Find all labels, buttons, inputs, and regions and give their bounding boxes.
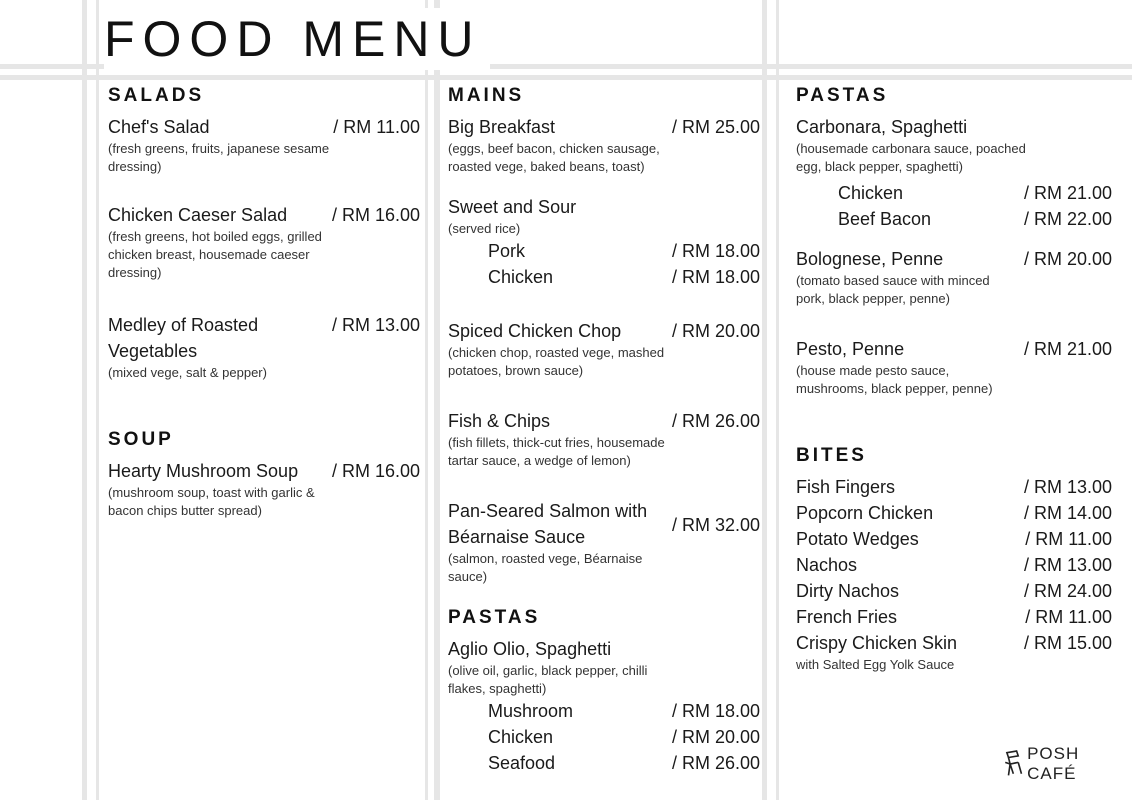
item-name: Spiced Chicken Chop <box>448 321 622 341</box>
menu-item <box>448 318 760 380</box>
option-row <box>448 264 760 290</box>
item-price: / RM 26.00 <box>671 411 760 431</box>
item-price: / RM 15.00 <box>1023 633 1112 653</box>
decor-stripe <box>82 0 87 800</box>
menu-item <box>796 246 1112 308</box>
section-title-bites: BITES <box>796 445 867 466</box>
item-desc: (served rice) <box>448 221 521 236</box>
item-name: Crispy Chicken Skin <box>796 633 958 653</box>
option-name: Chicken <box>488 267 554 287</box>
menu-item <box>448 498 760 586</box>
menu-item <box>108 114 420 176</box>
item-name: Dirty Nachos <box>796 581 900 601</box>
item-price: / RM 32.00 <box>671 515 760 535</box>
item-name: Pesto, Penne <box>796 339 905 359</box>
menu-item <box>448 114 760 176</box>
item-desc: (eggs, beef bacon, chicken sausage, roasted vege, baked beans, toast) <box>448 141 660 174</box>
column-right <box>796 84 1112 674</box>
item-desc: (chicken chop, roasted vege, mashed potatoes, brown sauce) <box>448 345 665 378</box>
decor-stripe <box>0 75 1132 80</box>
menu-item <box>796 500 1112 526</box>
item-price: / RM 14.00 <box>1023 503 1112 523</box>
section-title-pastas: PASTAS <box>796 85 889 106</box>
item-name: Fish Fingers <box>796 477 896 497</box>
item-desc: (olive oil, garlic, black pepper, chilli flakes, spaghetti) <box>448 663 648 696</box>
menu-item <box>796 630 1112 656</box>
menu-item <box>796 336 1112 398</box>
item-price: / RM 20.00 <box>671 321 760 341</box>
item-price: / RM 25.00 <box>671 117 760 137</box>
option-row <box>448 750 760 776</box>
logo-text: POSH CAFÉ <box>1027 744 1080 783</box>
decor-stripe <box>434 0 440 800</box>
item-desc: (house made pesto sauce, mushrooms, black pepper, penne) <box>796 363 993 396</box>
menu-item <box>448 636 760 776</box>
item-desc: (housemade carbonara sauce, poached egg, black pepper, spaghetti) <box>796 141 1026 174</box>
menu-item <box>796 552 1112 578</box>
item-price: / RM 11.00 <box>1025 529 1112 549</box>
item-name: Big Breakfast <box>448 117 556 137</box>
decor-stripe <box>425 0 428 800</box>
option-row <box>448 724 760 750</box>
option-price: / RM 18.00 <box>671 701 760 721</box>
menu-title: FOOD MENU <box>104 8 490 70</box>
item-price: / RM 13.00 <box>1023 555 1112 575</box>
option-row <box>796 206 1112 232</box>
option-name: Pork <box>488 241 526 261</box>
decor-stripe <box>762 0 767 800</box>
item-name: Sweet and Sour <box>448 197 577 217</box>
menu-item <box>796 474 1112 500</box>
item-price: / RM 24.00 <box>1023 581 1112 601</box>
option-name: Mushroom <box>488 701 574 721</box>
menu-item <box>108 202 420 282</box>
item-name: Chicken Caeser Salad <box>108 205 288 225</box>
option-row <box>448 698 760 724</box>
item-name: Carbonara, Spaghetti <box>796 117 968 137</box>
menu-item <box>448 194 760 290</box>
section-title-pastas: PASTAS <box>448 607 541 628</box>
column-left <box>108 84 420 520</box>
item-price: / RM 16.00 <box>331 461 420 481</box>
item-note: with Salted Egg Yolk Sauce <box>796 657 955 672</box>
option-price: / RM 20.00 <box>671 727 760 747</box>
option-price: / RM 18.00 <box>671 241 760 261</box>
item-name: Popcorn Chicken <box>796 503 934 523</box>
chair-icon <box>1002 746 1023 782</box>
option-name: Chicken <box>488 727 554 747</box>
item-name: Hearty Mushroom Soup <box>108 461 299 481</box>
item-price: / RM 21.00 <box>1023 339 1112 359</box>
section-title-salads: SALADS <box>108 85 205 106</box>
item-desc: (fresh greens, hot boiled eggs, grilled chicken breast, housemade caeser dressing) <box>108 229 322 280</box>
menu-item <box>448 408 760 470</box>
item-price: / RM 11.00 <box>1025 607 1112 627</box>
menu-item <box>796 604 1112 630</box>
column-middle <box>448 84 760 776</box>
option-name: Chicken <box>838 183 904 203</box>
item-desc: (fish fillets, thick-cut fries, housemade tartar sauce, a wedge of lemon) <box>448 435 665 468</box>
item-name: Potato Wedges <box>796 529 919 549</box>
item-price: / RM 13.00 <box>1023 477 1112 497</box>
item-price: / RM 11.00 <box>333 117 420 137</box>
decor-stripe <box>96 0 99 800</box>
item-name: Pan-Seared Salmon with Béarnaise Sauce <box>448 501 648 547</box>
item-price: / RM 16.00 <box>331 205 420 225</box>
item-desc: (tomato based sauce with minced pork, black pepper, penne) <box>796 273 990 306</box>
item-name: Chef's Salad <box>108 117 210 137</box>
option-price: / RM 22.00 <box>1023 209 1112 229</box>
section-title-mains: MAINS <box>448 85 525 106</box>
option-name: Beef Bacon <box>838 209 932 229</box>
item-name: French Fries <box>796 607 898 627</box>
option-name: Seafood <box>488 753 556 773</box>
menu-item <box>796 114 1112 232</box>
section-title-soup: SOUP <box>108 429 174 450</box>
item-desc: (mushroom soup, toast with garlic & bacon chips butter spread) <box>108 485 315 518</box>
option-price: / RM 21.00 <box>1023 183 1112 203</box>
menu-item <box>796 578 1112 604</box>
menu-item <box>796 526 1112 552</box>
item-desc: (fresh greens, fruits, japanese sesame dressing) <box>108 141 330 174</box>
item-name: Bolognese, Penne <box>796 249 944 269</box>
option-price: / RM 18.00 <box>671 267 760 287</box>
item-price: / RM 13.00 <box>331 315 420 335</box>
item-name: Fish & Chips <box>448 411 551 431</box>
item-price: / RM 20.00 <box>1023 249 1112 269</box>
item-desc: (mixed vege, salt & pepper) <box>108 365 267 380</box>
brand-logo <box>1002 744 1114 784</box>
decor-stripe <box>776 0 779 800</box>
menu-item <box>108 312 420 382</box>
option-price: / RM 26.00 <box>671 753 760 773</box>
menu-item <box>108 458 420 520</box>
option-row <box>796 180 1112 206</box>
item-name: Aglio Olio, Spaghetti <box>448 639 612 659</box>
item-name: Nachos <box>796 555 858 575</box>
item-desc: (salmon, roasted vege, Béarnaise sauce) <box>448 551 643 584</box>
item-name: Medley of Roasted Vegetables <box>108 315 259 361</box>
option-row <box>448 238 760 264</box>
